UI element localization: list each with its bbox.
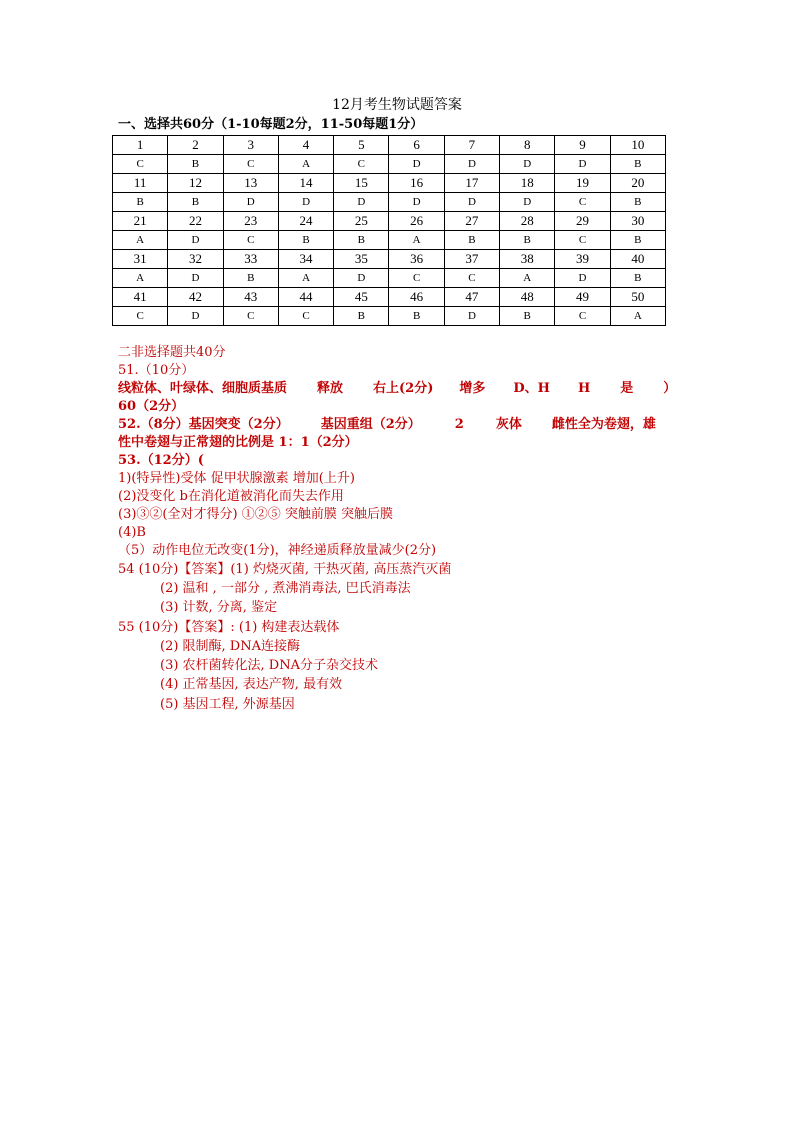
question-number-row	[113, 250, 666, 269]
q51-answer-line-2: 60（2分）	[118, 399, 185, 414]
q51-answer-part: H	[577, 381, 591, 396]
answer-cell: C	[444, 269, 499, 288]
question-number-cell: 35	[334, 250, 389, 269]
question-number-cell: 38	[500, 250, 555, 269]
q55-answer-line-5: (5) 基因工程, 外源基因	[160, 697, 295, 712]
answer-row	[113, 231, 666, 250]
question-number-cell: 3	[223, 136, 278, 155]
q55-answer-line-3: (3) 农杆菌转化法, DNA分子杂交技术	[160, 658, 378, 673]
answer-cell: D	[444, 307, 499, 326]
question-number-cell: 28	[500, 212, 555, 231]
question-number-cell: 45	[334, 288, 389, 307]
q51-answer-part: ）	[663, 381, 677, 396]
answer-cell: D	[500, 155, 555, 174]
question-number-cell: 19	[555, 174, 610, 193]
answer-cell: A	[278, 269, 333, 288]
question-number-cell: 5	[334, 136, 389, 155]
q52-answer-line-2: 性中卷翅与正常翅的比例是 1：1（2分）	[118, 435, 358, 450]
question-number-cell: 23	[223, 212, 278, 231]
question-number-cell: 20	[610, 174, 665, 193]
answer-row	[113, 193, 666, 212]
question-number-cell: 47	[444, 288, 499, 307]
question-number-cell: 48	[500, 288, 555, 307]
question-number-cell: 12	[168, 174, 223, 193]
question-number-cell: 4	[278, 136, 333, 155]
question-number-cell: 15	[334, 174, 389, 193]
answer-cell: B	[610, 231, 665, 250]
answer-cell: A	[610, 307, 665, 326]
answer-cell: C	[389, 269, 444, 288]
question-number-row	[113, 136, 666, 155]
question-number-cell: 18	[500, 174, 555, 193]
answer-cell: C	[555, 307, 610, 326]
answer-cell: D	[334, 193, 389, 212]
answer-cell: C	[113, 307, 168, 326]
q51-answer-part: 右上(2分)	[373, 381, 434, 396]
q51-heading: 51.（10分）	[118, 363, 195, 378]
q54-answer-line-3: (3) 计数, 分离, 鉴定	[160, 600, 278, 615]
question-number-cell: 9	[555, 136, 610, 155]
answer-cell: B	[278, 231, 333, 250]
q52-answer-part: 基因重组（2分）	[320, 417, 421, 432]
answer-cell: B	[168, 155, 223, 174]
question-number-cell: 42	[168, 288, 223, 307]
answer-cell: A	[389, 231, 444, 250]
answer-cell: D	[168, 269, 223, 288]
q53-answer-line-5: （5）动作电位无改变(1分)，神经递质释放量减少(2分)	[118, 543, 437, 558]
question-number-cell: 27	[444, 212, 499, 231]
answer-row	[113, 307, 666, 326]
question-number-cell: 1	[113, 136, 168, 155]
q51-answer-part: 增多	[459, 381, 486, 396]
answer-cell: D	[168, 231, 223, 250]
question-number-cell: 11	[113, 174, 168, 193]
question-number-cell: 13	[223, 174, 278, 193]
q53-answer-line-4: (4)B	[118, 525, 146, 540]
question-number-cell: 6	[389, 136, 444, 155]
answer-cell: B	[334, 307, 389, 326]
question-number-cell: 37	[444, 250, 499, 269]
answer-cell: A	[113, 231, 168, 250]
question-number-cell: 10	[610, 136, 665, 155]
question-number-cell: 33	[223, 250, 278, 269]
question-number-cell: 30	[610, 212, 665, 231]
q51-answer-part: 线粒体、叶绿体、细胞质基质	[118, 381, 288, 396]
question-number-cell: 14	[278, 174, 333, 193]
answer-cell: B	[334, 231, 389, 250]
page-title: 12月考生物试题答案	[332, 97, 462, 113]
question-number-cell: 22	[168, 212, 223, 231]
question-number-cell: 40	[610, 250, 665, 269]
question-number-cell: 50	[610, 288, 665, 307]
question-number-cell: 31	[113, 250, 168, 269]
answer-cell: D	[555, 155, 610, 174]
answer-cell: D	[334, 269, 389, 288]
answer-cell: D	[389, 193, 444, 212]
question-number-cell: 8	[500, 136, 555, 155]
question-number-cell: 39	[555, 250, 610, 269]
question-number-cell: 32	[168, 250, 223, 269]
q55-answer-line-4: (4) 正常基因, 表达产物, 最有效	[160, 677, 343, 692]
question-number-cell: 36	[389, 250, 444, 269]
q51-answer-part: 是	[620, 381, 634, 396]
question-number-cell: 49	[555, 288, 610, 307]
q52-heading: 52.（8分）基因突变（2分）	[118, 417, 289, 432]
q53-heading: 53.（12分）(	[118, 453, 204, 468]
q51-answer-part: D、H	[513, 381, 550, 396]
question-number-cell: 44	[278, 288, 333, 307]
answer-cell: C	[555, 231, 610, 250]
answer-cell: A	[500, 269, 555, 288]
question-number-row	[113, 288, 666, 307]
question-number-cell: 34	[278, 250, 333, 269]
answer-cell: D	[555, 269, 610, 288]
answer-row	[113, 269, 666, 288]
q54-answer-line-2: (2) 温和 , 一部分 , 煮沸消毒法, 巴氏消毒法	[160, 581, 411, 596]
question-number-cell: 43	[223, 288, 278, 307]
answer-cell: B	[168, 193, 223, 212]
question-number-cell: 7	[444, 136, 499, 155]
q51-answer-part: 释放	[317, 381, 344, 396]
section-heading-multiple-choice: 一、选择共60分（1-10每题2分，11-50每题1分）	[118, 117, 424, 132]
question-number-cell: 41	[113, 288, 168, 307]
question-number-cell: 46	[389, 288, 444, 307]
answer-cell: A	[278, 155, 333, 174]
answer-cell: B	[610, 193, 665, 212]
question-number-cell: 26	[389, 212, 444, 231]
q52-answer-line-1	[118, 416, 656, 434]
question-number-cell: 29	[555, 212, 610, 231]
question-number-cell: 21	[113, 212, 168, 231]
answer-cell: B	[610, 269, 665, 288]
answer-cell: D	[389, 155, 444, 174]
q51-answer-line-1	[118, 380, 676, 398]
answer-cell: D	[223, 193, 278, 212]
question-number-row	[113, 212, 666, 231]
answer-cell: B	[113, 193, 168, 212]
answer-row	[113, 155, 666, 174]
answer-cell: B	[223, 269, 278, 288]
answer-cell: C	[278, 307, 333, 326]
answer-cell: C	[334, 155, 389, 174]
answer-cell: D	[278, 193, 333, 212]
q52-answer-part: 灰体	[495, 417, 522, 432]
answer-cell: B	[500, 307, 555, 326]
q55-answer-line-1: 55 (10分)【答案】: (1) 构建表达载体	[118, 620, 340, 635]
answer-cell: C	[113, 155, 168, 174]
question-number-cell: 2	[168, 136, 223, 155]
q52-answer-part: 2	[454, 417, 464, 432]
section-heading-non-choice: 二非选择题共40分	[118, 345, 226, 360]
answer-cell: C	[555, 193, 610, 212]
answer-key-table	[112, 135, 666, 326]
answer-cell: C	[223, 155, 278, 174]
answer-cell: A	[113, 269, 168, 288]
question-number-row	[113, 174, 666, 193]
q53-answer-line-3: (3)③②(全对才得分) ①②⑤ 突触前膜 突触后膜	[118, 507, 393, 522]
answer-cell: D	[444, 155, 499, 174]
question-number-cell: 24	[278, 212, 333, 231]
answer-cell: B	[500, 231, 555, 250]
answer-cell: D	[168, 307, 223, 326]
q52-answer-part: 雌性全为卷翅，雄	[551, 417, 656, 432]
answer-cell: C	[223, 307, 278, 326]
q53-answer-line-1: 1)(特异性)受体 促甲状腺激素 增加(上升)	[118, 471, 355, 486]
answer-cell: D	[444, 193, 499, 212]
q53-answer-line-2: (2)没变化 b在消化道被消化而失去作用	[118, 489, 344, 504]
q55-answer-line-2: (2) 限制酶, DNA连接酶	[160, 639, 300, 654]
answer-cell: B	[610, 155, 665, 174]
answer-cell: C	[223, 231, 278, 250]
q54-answer-line-1: 54 (10分)【答案】(1) 灼烧灭菌, 干热灭菌, 高压蒸汽灭菌	[118, 562, 452, 577]
question-number-cell: 17	[444, 174, 499, 193]
answer-cell: B	[389, 307, 444, 326]
question-number-cell: 16	[389, 174, 444, 193]
question-number-cell: 25	[334, 212, 389, 231]
answer-cell: B	[444, 231, 499, 250]
answer-cell: D	[500, 193, 555, 212]
